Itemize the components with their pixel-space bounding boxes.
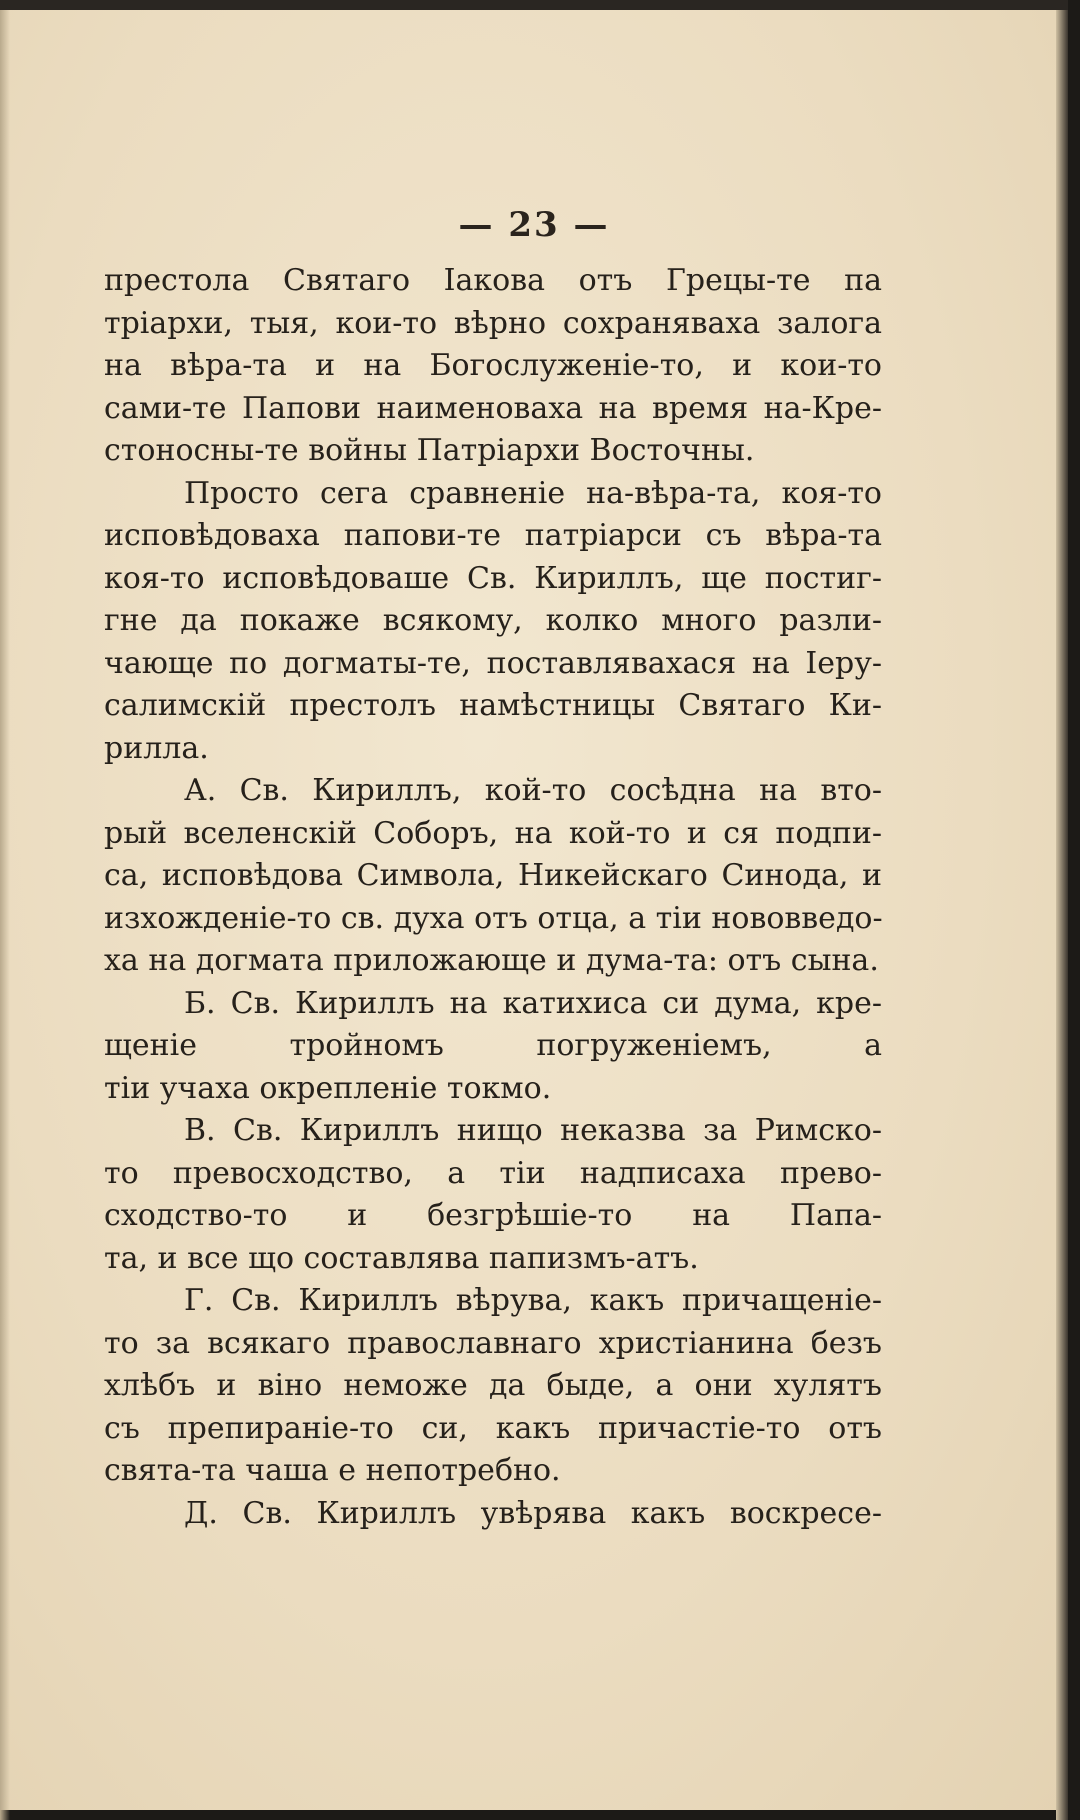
text-line: хлѣбъ и віно неможе да быде, а они хулятъ: [104, 1368, 882, 1403]
text-line: сходство-то и безгрѣшіе-то на Папа-: [104, 1198, 882, 1233]
text-line: исповѣдоваха папови-те патріарси съ вѣра-та: [104, 518, 882, 553]
text-line: Просто сега сравненіе на-вѣра-та, коя-то: [184, 475, 882, 511]
text-line: съ препираніе-то си, какъ причастіе-то отъ: [104, 1410, 882, 1446]
text-line: А. Св. Кириллъ, кой-то соcѣдна на вто-: [184, 773, 882, 808]
text-line: рый вселенскій Соборъ, на кой-то и ся подпи-: [104, 815, 882, 851]
text-line: салимскій престолъ намѣстницы Святаго Ки-: [104, 688, 882, 723]
page-number: — 23 —: [458, 205, 610, 245]
page-edge: [1056, 10, 1068, 1820]
text-line: тріархи, тыя, кои-то вѣрно сохраняваха залога: [104, 305, 882, 341]
text-line: гне да покаже всякому, колко много разли-: [104, 603, 882, 638]
text-line: коя-то исповѣдоваше Св. Кириллъ, ще постиг-: [104, 560, 882, 596]
text-line: на вѣра-та и на Богослуженіе-то, и кои-то: [104, 348, 882, 383]
text-line: В. Св. Кириллъ нищо неказва за Римско-: [184, 1113, 882, 1148]
text-line: изхожденіе-то св. духа отъ отца, а тіи нововведо-: [104, 900, 883, 936]
text-line: свята-та чаша е непотребно.: [104, 1453, 561, 1488]
text-line: щеніе тройномъ погруженіемъ, а: [104, 1028, 882, 1063]
text-line: са, исповѣдова Символа, Никейскаго Синода, и: [104, 858, 882, 893]
text-line: Г. Св. Кириллъ вѣрува, какъ причащеніе-: [184, 1283, 882, 1318]
body-text: [104, 260, 882, 1535]
text-line: то превосходство, а тіи надписаха прево-: [104, 1155, 882, 1191]
text-line: стоносны-те войны Патріархи Восточны.: [104, 433, 755, 468]
text-line: Д. Св. Кириллъ увѣрява какъ воскресе-: [184, 1495, 882, 1531]
text-line: чающе по догматы-те, поставлявахася на Іеру-: [104, 645, 882, 681]
text-line: сами-те Папови наименоваха на время на-Кре-: [104, 390, 882, 426]
text-line: Б. Св. Кириллъ на катихиса си дума, кре-: [184, 985, 882, 1021]
text-line: рилла.: [104, 730, 209, 766]
text-line: та, и все що составлява папизмъ-атъ.: [104, 1240, 699, 1276]
text-line: тіи учаха окрепленіе токмо.: [104, 1070, 552, 1106]
page-gutter-shadow: [0, 10, 10, 1820]
text-line: престола Святаго Іакова отъ Грецы-те па: [104, 263, 882, 298]
text-line: ха на догмата приложающе и дума-та: отъ сына.: [104, 943, 879, 978]
text-line: то за всякаго православнаго христіанина безъ: [104, 1325, 882, 1361]
